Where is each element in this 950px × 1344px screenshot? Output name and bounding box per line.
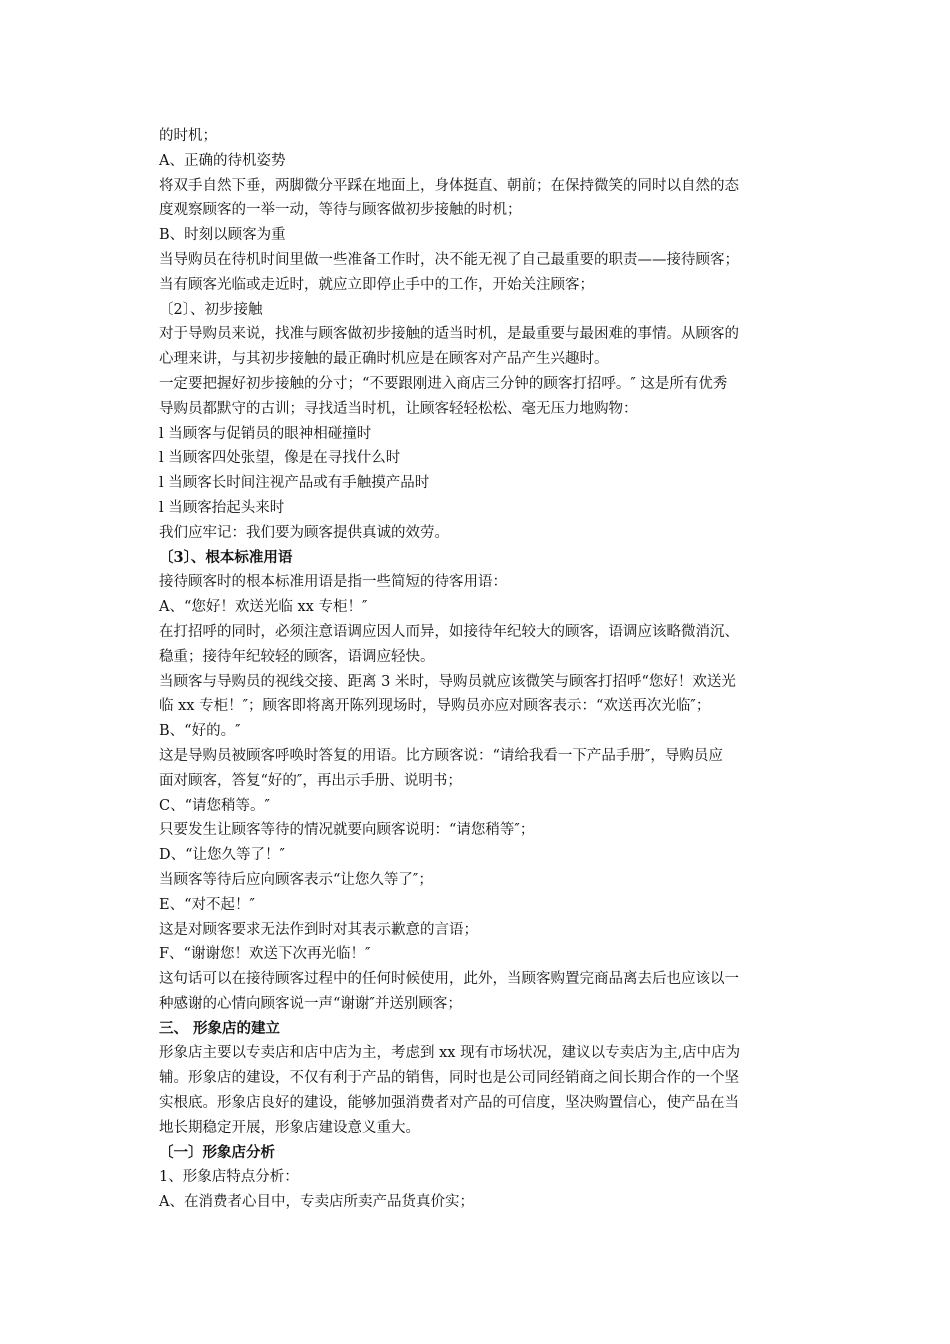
section-heading: 〔一〕形象店分析 (159, 1143, 275, 1161)
text-line: 当顾客等待后应向顾客表示“让您久等了″； (159, 871, 433, 888)
list-item: l 当顾客四处张望，像是在寻找什么时 (159, 450, 401, 467)
subheading-line: D、“让您久等了！″ (159, 847, 285, 864)
chapter-heading: 三、 形象店的建立 (159, 1019, 281, 1037)
text-line: 对于导购员来说，找准与顾客做初步接触的适当时机，是最重要与最困难的事情。从顾客的 (159, 326, 739, 343)
text-line: 面对顾客，答复“好的″，再出示手册、说明书； (159, 772, 462, 789)
text-line: 的时机； (159, 128, 217, 144)
subheading-line: F、“谢谢您！欢送下次再光临！″ (159, 946, 371, 963)
text-line: 当顾客与导购员的视线交接、距离 3 米时，导购员就应该微笑与顾客打招呼“您好！欢送光 (159, 673, 736, 690)
list-item: l 当顾客抬起头来时 (159, 499, 285, 516)
text-line: 形象店主要以专卖店和店中店为主，考虑到 xx 现有市场状况，建议以专卖店为主,店中店为 (159, 1045, 741, 1062)
text-line: 只要发生让顾客等待的情况就要向顾客说明：“请您稍等″； (159, 822, 535, 839)
subheading-line: E、“对不起！″ (159, 896, 255, 913)
text-line: 种感谢的心情向顾客说一声“谢谢″并送别顾客； (159, 995, 462, 1012)
list-item: l 当顾客与促销员的眼神相碰撞时 (159, 425, 372, 442)
subheading-line: C、“请您稍等。″ (159, 797, 270, 814)
subheading-line: B、“好的。″ (159, 723, 241, 740)
text-line: 心理来讲，与其初步接触的最正确时机应是在顾客对产品产生兴趣时。 (159, 351, 609, 368)
subheading-line: B、时刻以顾客为重 (159, 227, 286, 244)
text-line: 当导购员在待机时间里做一些准备工作时，决不能无视了自己最重要的职责——接待顾客； (159, 251, 739, 268)
subheading-line: 1、形象店特点分析： (159, 1169, 299, 1186)
subheading-line: A、正确的待机姿势 (159, 152, 286, 169)
text-line: 这是导购员被顾客呼唤时答复的用语。比方顾客说：“请给我看一下产品手册″，导购员应 (159, 747, 723, 764)
text-line: 临 xx 专柜！″；顾客即将离开陈列现场时，导购员亦应对顾客表示：“欢送再次光临″； (159, 698, 711, 715)
text-line: 接待顾客时的根本标准用语是指一些简短的待客用语： (159, 574, 507, 591)
text-line: 度观察顾客的一举一动，等待与顾客做初步接触的时机； (159, 202, 522, 219)
text-line: 我们应牢记：我们要为顾客提供真诚的效劳。 (159, 524, 449, 541)
text-line: 将双手自然下垂，两脚微分平踩在地面上，身体挺直、朝前；在保持微笑的同时以自然的态 (159, 177, 739, 194)
list-item: l 当顾客长时间注视产品或有手触摸产品时 (159, 475, 430, 492)
document-page (159, 124, 831, 1215)
subheading-line: A、“您好！欢送光临 xx 专柜！″ (159, 599, 368, 616)
subheading-line: 〔2〕、初步接触 (159, 301, 263, 318)
text-line: 稳重；接待年纪较轻的顾客，语调应轻快。 (159, 648, 435, 665)
text-line: 这是对顾客要求无法作到时对其表示歉意的言语； (159, 921, 478, 938)
text-line: 导购员都默守的古训；寻找适当时机，让顾客轻轻松松、毫无压力地购物： (159, 400, 638, 417)
text-line: 辅。形象店的建设，不仅有利于产品的销售，同时也是公司同经销商之间长期合作的一个坚 (159, 1070, 739, 1087)
text-line: 当有顾客光临或走近时，就应立即停止手中的工作，开始关注顾客； (159, 276, 594, 293)
text-line: 一定要把握好初步接触的分寸；“不要跟刚进入商店三分钟的顾客打招呼。″ 这是所有优秀 (159, 375, 728, 392)
text-line: 这句话可以在接待顾客过程中的任何时候使用，此外，当顾客购置完商品离去后也应该以一 (159, 971, 739, 988)
text-line: A、在消费者心目中，专卖店所卖产品货真价实； (159, 1194, 474, 1211)
text-line: 在打招呼的同时，必须注意语调应因人而异，如接待年纪较大的顾客，语调应该略微消沉、 (159, 623, 739, 640)
text-line: 实根底。形象店良好的建设，能够加强消费者对产品的可信度，坚决购置信心，使产品在当 (159, 1095, 739, 1112)
section-heading: 〔3〕、根本标准用语 (159, 548, 293, 566)
text-line: 地长期稳定开展，形象店建设意义重大。 (159, 1119, 420, 1136)
